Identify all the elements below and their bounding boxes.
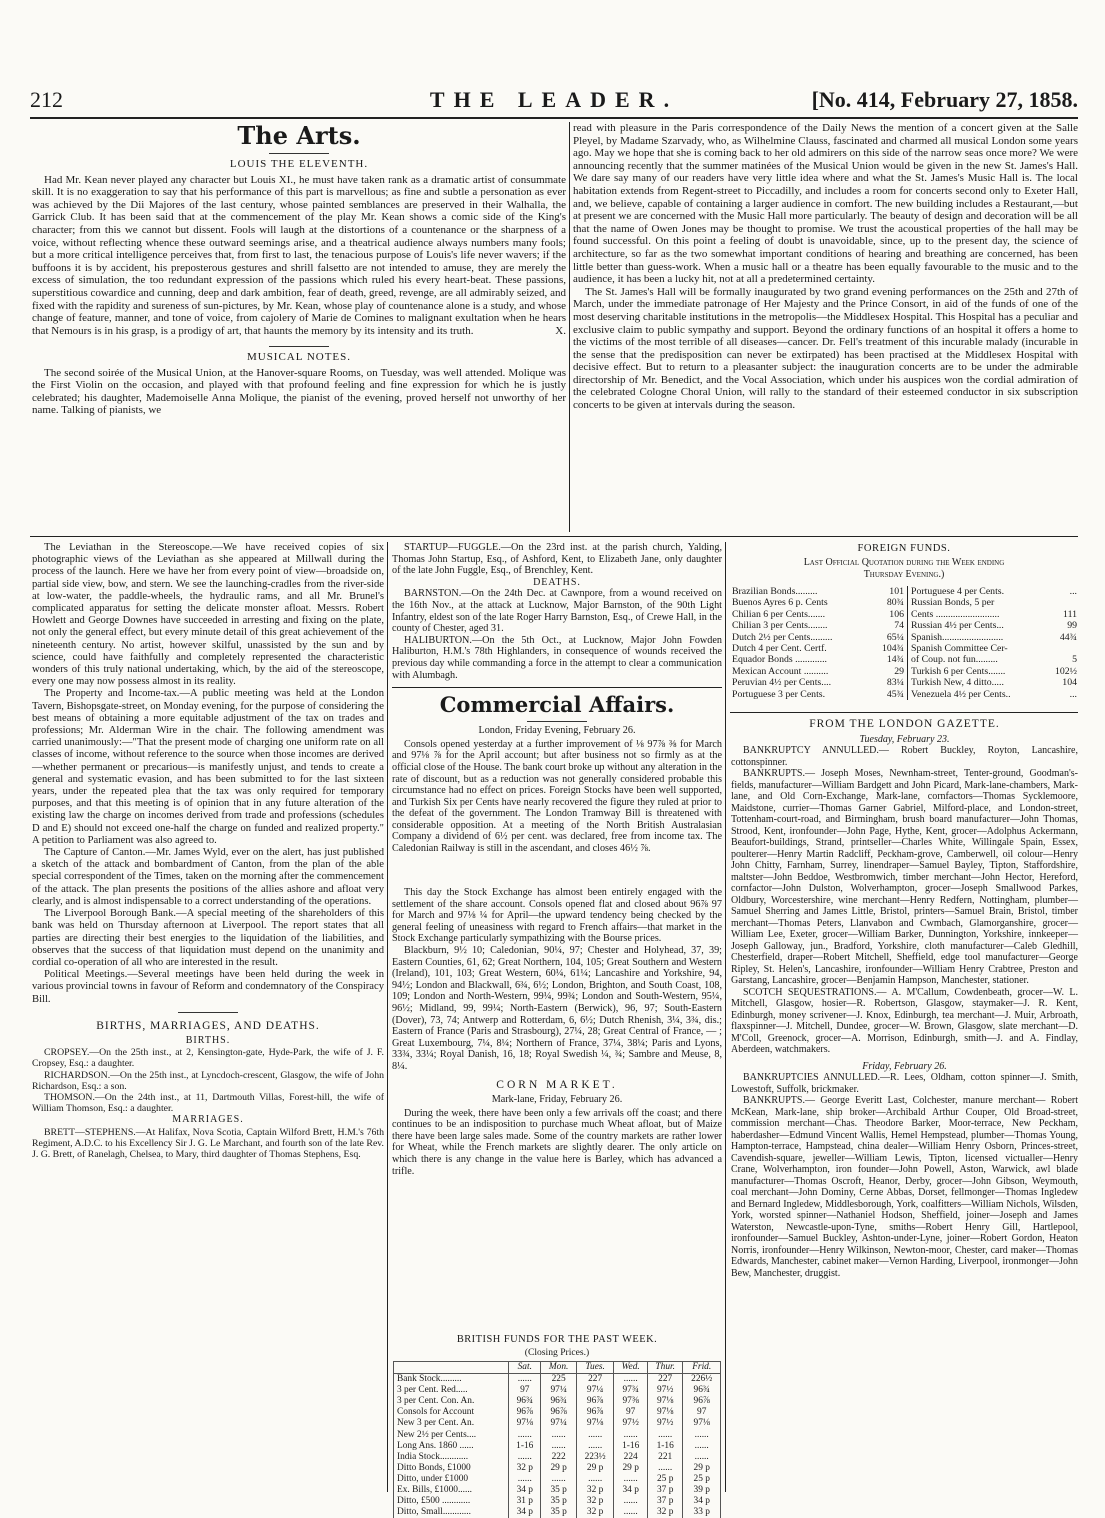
table-header-cell: Tues. bbox=[576, 1362, 614, 1374]
hall-article: The St. James's Hall will be formally inaugurated by two grand evening performances on the 25th and 27th of March, under the immediate patronage of Her Majesty and the Prince Consort, in aid of the funds of one of the most deserving charitable institutions in the metropolis—the Middlesex Hospital. This Hospital has a peculiar and exclusive claim to public sympathy and support. Beyond the ordinary functions of an hospital it offers a home to the victims of the most terrible of all diseases—cancer. Dr. Fell's treatment of this incurable malady (incurable in the sense that the predisposition can never be extirpated) has been practised at the Middlesex Hospital with decisive effect. But to return to a pleasanter subject: the inauguration concerts are to be under the admirable directorship of Mr. Benedict, and the Vocal Association, which under his auspices won the cordial admiration of the celebrated Cologne Choral Union, will rally to the standard of their esteemed conductor in six subscription concerts to be given at intervals during the season. bbox=[573, 285, 1078, 412]
table-cell: ...... bbox=[683, 1452, 721, 1463]
bankruptcies-annulled: BANKRUPTCIES ANNULLED.—R. Lees, Oldham, cotton spinner—J. Smith, Lowestoft, Suffolk, brickmaker. bbox=[731, 1072, 1078, 1095]
table-cell: 97 bbox=[614, 1407, 648, 1418]
table-row bbox=[909, 689, 1079, 700]
table-cell: 97¾ bbox=[614, 1385, 648, 1396]
table-row bbox=[730, 609, 906, 620]
table-header-cell: Thur. bbox=[647, 1362, 682, 1374]
table-cell: 14¾ bbox=[886, 654, 904, 666]
table-cell: 34 p bbox=[509, 1485, 541, 1496]
table-cell: ...... bbox=[541, 1441, 576, 1452]
birth-notice: RICHARDSON.—On the 25th inst., at Lyncdoch-crescent, Glasgow, the wife of John Richardson, Esq.: a son. bbox=[32, 1069, 384, 1092]
marriages-title: MARRIAGES. bbox=[172, 1114, 244, 1126]
louis-signature: X. bbox=[555, 325, 566, 338]
table-cell: ...... bbox=[509, 1374, 541, 1386]
table-cell: ...... bbox=[576, 1474, 614, 1485]
table-header-cell: Wed. bbox=[614, 1362, 648, 1374]
table-row bbox=[394, 1452, 721, 1463]
table-cell: Brazilian Bonds......... bbox=[732, 586, 818, 597]
section-rule bbox=[392, 687, 722, 688]
table-cell: 223½ bbox=[576, 1452, 614, 1463]
table-row bbox=[730, 586, 906, 597]
leviathan-article: The Leviathan in the Stereoscope.—We have received copies of six photographic views of the Leviathan as she appeared at Millwall during the process of the launch. Here we have her from every point of view—broadside on, partial side view, bow, and stern. We see the launching-cradles from the river-side at low-water, the paddle-wheels, the hydraulic rams, and all Mr. Brunel's complicated apparatus for setting the delicate monster afloat. Messrs. Robert Howlett and George Downes have succeeded in arresting and fixing on the plate, not only the general effect, but every minute detail of this great achievement of the nineteenth century. No artist, however skilful, unassisted by the sun and by science, could have faithfully and completely represented the characteristic wonders of this truly national undertaking, which, by the aid of the stereoscope, every one may now possess almost in its reality. bbox=[32, 542, 384, 688]
table-cell: 29 p bbox=[541, 1463, 576, 1474]
table-divider bbox=[907, 586, 908, 700]
table-cell: Spanish......................... bbox=[911, 631, 1004, 643]
table-cell: ...... bbox=[683, 1430, 721, 1441]
table-cell: 1-16 bbox=[614, 1441, 648, 1452]
table-cell: 97¼ bbox=[541, 1418, 576, 1429]
table-cell: 45¾ bbox=[886, 688, 904, 700]
table-row bbox=[909, 666, 1079, 677]
table-cell: 32 p bbox=[509, 1463, 541, 1474]
news-column bbox=[32, 542, 384, 1492]
table-cell: Chilian 6 per Cents....... bbox=[732, 608, 826, 620]
table-cell: Dutch 2½ per Cents......... bbox=[732, 631, 833, 643]
table-cell: of Coup. not fun......... bbox=[911, 654, 998, 666]
table-row bbox=[394, 1496, 721, 1507]
bankrupts-list: BANKRUPTS.— George Everitt Last, Colchester, manure merchant— Robert McKean, Mark-lane, ship broker—Archibald Arthur Couper, Old Broad-street, commission merchant—Chas. Theodore Barker, Moor-terrace, New Peckham, haberdasher—Edmund Vincent Wallis, Hemel Hempstead, plumber—Thomas Young, Hampton-terrace, Hampstead, china dealer—William Henry Osborn, Princes-street, Cavendish-square, jeweller—William Lewis, Tipton, licensed victualler—Henry Crane, Wolverhampton, iron founder—John Powell, Aston, Warwick, awl blade manufacturer—Thomas Oscroft, Heanor, Derby, grocer—John Gibson, Weymouth, coal merchant—John Dominy, Cerne Abbas, Dorset, fellmonger—Thomas Ingledew and Bernard Ingledew, Middlesborough, York, coalfitters—William Nichols, Wilsden, York, worsted spinner—Nathaniel Hodson, Sheffield, joiner—Joseph and James Waterston, Newcastle-upon-Tyne, smiths—Robert Henry Gill, Hartlepool, ironfounder—Samuel Buckley, Ashton-under-Lyne, joiner—Robert Gordon, Heaton Norris, ironfounder—Henry Wilkinson, Newton-moor, Chester, card maker—Thomas Edwards, Manchester, cabinet maker—Vernon Harding, Liverpool, ironmonger—John Bew, Manchester, druggist. bbox=[731, 1095, 1078, 1279]
table-cell: Consols for Account bbox=[394, 1407, 509, 1418]
table-cell: 39 p bbox=[683, 1485, 721, 1496]
table-cell: 37 p bbox=[647, 1496, 682, 1507]
masthead bbox=[30, 84, 1078, 116]
table-cell: ...... bbox=[614, 1496, 648, 1507]
table-row bbox=[730, 689, 906, 700]
table-cell: 83¼ bbox=[886, 677, 904, 689]
marriage-notice: BRETT—STEPHENS.—At Halifax, Nova Scotia, Captain Wilford Brett, H.M.'s 76th Regiment, A.D.C. to his Excellency Sir J. G. Le Marchant, and fourth son of the late Rev. J. G. Brett, of Ranelagh, Chelsea, to Mary, third daughter of Thomas Stephens, Esq. bbox=[32, 1126, 384, 1160]
gazette-date-tuesday: Tuesday, February 23. bbox=[859, 733, 950, 745]
table-row bbox=[394, 1474, 721, 1485]
railway-prices: Blackburn, 9½ 10; Caledonian, 90¼, 97; Chester and Holyhead, 37, 39; Eastern Counties, 61, 62; Great Northern, 104, 105; Great Southern and Western (Ireland), 101, 103; Great Western, 60¼, 61¼; Lancashire and Yorkshire, 94, 94½; London and Blackwall, 6¾, 6½; London, Brighton, and South Coast, 108, 109; London and North-Western, 99¼, 99¾; London and South-Western, 95¼, 96½; Midland, 99, 99¼; North-Eastern (Berwick), 96, 97; South-Eastern (Dover), 73, 74; Antwerp and Rotterdam, 6, 6½; Dutch Rhenish, 3¼, 3¾, dis.; Eastern of France (Paris and Strasbourg), 27¼, 28; Great Central of France, — ; Great Luxembourg, 7¼, 8¼; Northern of France, 37¼, 38¼; Paris and Lyons, 33¾, 33¼; Royal Danish, 16, 18; Royal Swedish ¼, ¾; Sambre and Meuse, 8, 8¼. bbox=[392, 944, 722, 1072]
table-row bbox=[909, 597, 1079, 608]
table-row bbox=[730, 597, 906, 608]
louis-article: Had Mr. Kean never played any character but Louis XI., he must have taken rank as a dramatic artist of consummate skill. It is no exaggeration to say that his performance of this part is marvellous; as fine and subtle a personation as ever was achieved by the Dii Majores of the last century, whose painted semblances are preserved in their Walhalla, the Garrick Club. It has been said that at the commencement of the play Mr. Kean shows a comic side of the King's character; from this we cannot but dissent. Fools will laugh at the distortions of a countenance or the sharpness of a voice, without reflecting whence these outward seemings arise, and a theatrical audience always numbers many fools; but a more critical intelligence perceives that, from first to last, the tenacious purpose of Louis's life never wavers; if the buffoons it is by accident, his preposterous gestures and shrill falsetto are not intended to amuse, they are merely the excess of simulation, the too redundant expression of the passions which ruled his every heart-beat. These passions, superstitious cowardice and cunning, deep and dark ambition, fear of death, greed, revenge, are all admirably seized, and fixed with the rapidity and sureness of sun-pictures, by Mr. Kean, whose play of countenance alone is a study, and whose change of feature, manner, and tone of voice, from cajolery of Marie de Comines to malignant exultation when he hears that Nemours is in his grasp, is a prodigy of art, that haunts the memory by its intensity and its truth. bbox=[32, 173, 566, 337]
table-cell: Ditto, Small............ bbox=[394, 1507, 509, 1518]
table-cell: ...... bbox=[647, 1430, 682, 1441]
page-number: 212 bbox=[30, 87, 63, 112]
table-cell: 32 p bbox=[576, 1485, 614, 1496]
table-cell: 104 bbox=[1062, 677, 1077, 689]
table-cell: Portuguese 4 per Cents. bbox=[911, 586, 1005, 597]
table-cell: 97½ bbox=[647, 1418, 682, 1429]
table-row bbox=[730, 677, 906, 688]
table-cell: 29 p bbox=[683, 1463, 721, 1474]
gazette-date-friday: Friday, February 26. bbox=[862, 1060, 947, 1072]
table-cell: 104¾ bbox=[881, 643, 904, 655]
table-cell: 111 bbox=[1063, 608, 1077, 620]
table-row bbox=[394, 1418, 721, 1429]
table-row bbox=[394, 1485, 721, 1496]
section-rule bbox=[30, 536, 1078, 537]
column-rule bbox=[725, 542, 726, 1492]
table-row bbox=[730, 643, 906, 654]
concert-article: read with pleasure in the Paris correspondence of the Daily News the mention of a concert given at the Salle Pleyel, by Madame Szarvady, who, as Wilhelmine Clauss, fascinated and charmed all musical London some years ago. May we hope that she is coming back to her old admirers on this side of the narrow seas once more? We were announcing recently that the summer matinées of the Musical Union would be given in the new St. James's Hall. We dare say many of our readers have very little idea where and what the St. James's Music Hall is. The local habitation extends from Regent-street to Piccadilly, and includes a room for concerts second only to Exeter Hall, and, we believe, capable of containing a larger audience in comfort. The new building includes a Restaurant,—but at present we are concerned with the Music Hall more particularly. The beauty of design and decoration will be all that the name of Owen Jones may be thought to promise. We trust the acoustical properties of the hall may be found successful. On this point a feeling of doubt is unavoidable, since, up to the present day, the science of architecture, so far as the two somewhat important conditions of hearing and breathing are concerned, has been little better than guess-work. When a music hall or a theatre has been equally favourable to the music and to the audience, it has been a lucky hit, not at all a predetermined certainty. bbox=[573, 122, 1078, 286]
table-cell: Dutch 4 per Cent. Certf. bbox=[732, 643, 827, 655]
table-cell: ...... bbox=[614, 1474, 648, 1485]
table-cell: 226½ bbox=[683, 1374, 721, 1386]
table-cell: Turkish 6 per Cents....... bbox=[911, 665, 1006, 677]
table-cell: 34 p bbox=[683, 1496, 721, 1507]
table-row bbox=[730, 620, 906, 631]
table-cell: Venezuela 4½ per Cents.. bbox=[911, 688, 1011, 700]
british-funds-table bbox=[393, 1361, 721, 1518]
table-cell: 3 per Cent. Red..... bbox=[394, 1385, 509, 1396]
table-row bbox=[730, 632, 906, 643]
table-cell bbox=[1045, 643, 1079, 654]
divider bbox=[178, 1012, 238, 1013]
table-cell: 101 bbox=[889, 586, 904, 597]
table-cell: 97½ bbox=[614, 1418, 648, 1429]
table-cell: 34 p bbox=[509, 1507, 541, 1518]
table-cell: New 3 per Cent. An. bbox=[394, 1418, 509, 1429]
arts-right-column bbox=[573, 122, 1078, 532]
table-cell: 97⅛ bbox=[576, 1418, 614, 1429]
foreign-funds-table-left bbox=[730, 586, 906, 700]
musical-article: The second soirée of the Musical Union, at the Hanover-square Rooms, on Tuesday, was well attended. Molique was the First Violin on the occasion, and played with that profound feeling and fine expression for which he is justly celebrated; his daughter, Mademoiselle Anna Molique, the pianist of the evening, proved herself not unworthy of her name. Talking of pianists, we bbox=[32, 366, 566, 417]
issue-date: [No. 414, February 27, 1858. bbox=[811, 87, 1078, 112]
table-cell: 35 p bbox=[541, 1507, 576, 1518]
table-cell: Russian Bonds, 5 per bbox=[911, 597, 995, 609]
table-cell: 99 bbox=[1067, 620, 1077, 632]
table-cell: Long Ans. 1860 ...... bbox=[394, 1441, 509, 1452]
table-cell: 29 p bbox=[614, 1463, 648, 1474]
commercial-dateline: London, Friday Evening, February 26. bbox=[478, 725, 636, 737]
table-cell: 80¾ bbox=[886, 597, 904, 609]
table-cell: 96⅞ bbox=[683, 1396, 721, 1407]
section-rule bbox=[730, 712, 1078, 713]
table-cell: ...... bbox=[647, 1463, 682, 1474]
table-row bbox=[394, 1374, 721, 1386]
table-cell: Ditto, under £1000 bbox=[394, 1474, 509, 1485]
table-header-cell: Sat. bbox=[509, 1362, 541, 1374]
table-cell: 227 bbox=[647, 1374, 682, 1386]
column-rule bbox=[569, 122, 570, 532]
table-cell: Bank Stock......... bbox=[394, 1374, 509, 1386]
table-cell: 227 bbox=[576, 1374, 614, 1386]
table-cell: 32 p bbox=[576, 1496, 614, 1507]
table-cell: 222 bbox=[541, 1452, 576, 1463]
foreign-funds-table-right bbox=[909, 586, 1079, 700]
table-cell: 97⅜ bbox=[614, 1396, 648, 1407]
table-row bbox=[909, 586, 1079, 597]
table-cell: 74 bbox=[894, 620, 904, 632]
table-cell: ... bbox=[1069, 688, 1077, 700]
consols-report: Consols opened yesterday at a further improvement of ⅛ 97⅞ ⅜ for March and 97⅛ ⅞ for the April account; but after business not so firmly as at the official close of the House. The bank court broke up without any alteration in the rate of discount, but as a reduction was not generally considered probable this circumstance had no effect on prices. Foreign Stocks have been well supported, and Turkish Six per Cents have nearly recovered the figure they ruled at prior to the defeat of the government. The London Tramway Bill is threatened with considerable opposition. At a meeting of the North British Australasian Company a dividend of 6½ per cent. was declared, free from income tax. The Caledonian Railway is still in the ascendant, and closes 46½ ⅞. bbox=[392, 738, 722, 855]
bankrupts-list: BANKRUPTS.— Joseph Moses, Newnham-street, Tenter-ground, Goodman's-fields, manufacturer—William Bardgett and John Picard, Mark-lane-chambers, Mark-lane, and Old Corn-Exchange, Mark-lane, cornfactors—Thomas Sycklemoore, Maidstone, currier—Thomas Garner Gabriel, Milford-place, and London-street, Tottenham-court-road, and Birmingham, brush board manufacturer—John Thomas, Strood, Kent, ironfounder—John Page, Hythe, Kent, grocer—Adolphus Ackermann, Beaufort-buildings, Strand, printseller—Charles White, Willingale Spain, Essex, poulterer—Henry Martin Radcliff, Peckham-grove, Camberwell, oil colour—Henry John Chitty, Farnham, Surrey, linendraper—Samuel Bayley, Tipton, Staffordshire, maltster—John Beddoe, Westbromwich, timber merchant—John Hector, Hereford, cornfactor—John Dulston, Wolverhampton, grocer—Joseph Smallwood Parkes, Oldbury, Worcestershire, wine merchant—Henry Redfern, Nottingham, plumber—Samuel Sherring and James Little, Bristol, printers—Samuel Brain, Bristol, timber merchant—Thomas Peters, Llanvabon and Cwmbach, Glamorganshire, grocer—William Lee, Exeter, grocer—William Barker, Dunnington, Yorkshire, innkeeper—Joseph Galloway, jun., Bradford, Yorkshire, cloth manufacturer—Caleb Gledhill, Chesterfield, draper—Robert Mitchell, Sheffield, edge tool manufacturer—George Ripley, St. Helen's, Lancashire, ironfounder—William Henry Crabtree, Preston and Garstang, Lancashire, grocer—Benjamin Hampson, Manchester, stationer. bbox=[731, 768, 1078, 986]
table-cell: Cents .......................... bbox=[911, 608, 1000, 620]
column-rule bbox=[387, 542, 388, 1492]
table-cell: ...... bbox=[683, 1441, 721, 1452]
table-row bbox=[909, 620, 1079, 631]
british-funds-subtitle: (Closing Prices.) bbox=[524, 1347, 590, 1358]
table-cell: ...... bbox=[576, 1430, 614, 1441]
table-header-cell bbox=[394, 1362, 509, 1374]
table-cell: 97⅛ bbox=[683, 1418, 721, 1429]
death-notice: HALIBURTON.—On the 5th Oct., at Lucknow, Major John Fowden Haliburton, H.M.'s 78th Highlanders, in consequence of wounds received the previous day while commanding a force in the attempt to clear a communication with Alumbagh. bbox=[392, 634, 722, 681]
corn-market-report: During the week, there have been only a few arrivals off the coast; and there continues to be an indisposition to purchase much Wheat afloat, but of Maize there have been large sales made. Some of the country markets are rather lower for Wheat, while the French markets are slightly dearer. The only article on which there is any change in the value here is Barley, which has advanced a trifle. bbox=[392, 1107, 722, 1177]
masthead-rule bbox=[30, 117, 1078, 119]
british-funds-title: BRITISH FUNDS FOR THE PAST WEEK. bbox=[456, 1334, 658, 1345]
table-header-cell: Frid. bbox=[683, 1362, 721, 1374]
table-row bbox=[909, 609, 1079, 620]
property-tax-article: The Property and Income-tax.—A public meeting was held at the London Tavern, Bishopsgate-street, on Monday evening, for the purpose of considering the best means of obtaining a more equitable adjustment of the tax on trades and professions; Mr. Alderman Wire in the chair. The following amendment was carried unanimously:—"That the present mode of charging one uniform rate on all classes of income, without reference to the source when those incomes are derived—whether permanent or precarious—is manifestly unjust, and tends to create a general and systematic evasion, and has been submitted to for the last sixteen years, under the repeated plea that the tax was only required for temporary purposes, and that this meeting is of opinion that in any future alteration of the existing law the charge on incomes derived from trade and professions (schedules D and E) should not exceed one-half the charge on funded and realized property." A petition to Parliament was also agreed to. bbox=[32, 688, 384, 846]
table-cell: 25 p bbox=[683, 1474, 721, 1485]
table-cell: ...... bbox=[614, 1430, 648, 1441]
table-cell: Equador Bonds ............. bbox=[732, 654, 827, 666]
table-cell: 102½ bbox=[1054, 665, 1077, 677]
table-row bbox=[394, 1507, 721, 1518]
table-cell: 96¾ bbox=[509, 1396, 541, 1407]
table-cell: Chilian 3 per Cents........ bbox=[732, 620, 828, 632]
table-cell: Buenos Ayres 6 p. Cents bbox=[732, 597, 828, 609]
divider bbox=[269, 153, 329, 154]
table-cell: ...... bbox=[614, 1507, 648, 1518]
table-cell: New 2½ per Cents.... bbox=[394, 1430, 509, 1441]
table-row bbox=[730, 666, 906, 677]
table-cell: Peruvian 4½ per Cents.... bbox=[732, 677, 832, 689]
table-cell: 29 p bbox=[576, 1463, 614, 1474]
table-row bbox=[394, 1430, 721, 1441]
table-header-row bbox=[394, 1362, 721, 1374]
table-cell: 3 per Cent. Con. An. bbox=[394, 1396, 509, 1407]
birth-notice: THOMSON.—On the 24th inst., at 11, Dartmouth Villas, Forest-hill, the wife of William Thomson, Esq.: a daughter. bbox=[32, 1091, 384, 1115]
table-cell: 96¾ bbox=[683, 1385, 721, 1396]
liverpool-bank-article: The Liverpool Borough Bank.—A special meeting of the shareholders of this bank was held on Thursday afternoon at Liverpool. The report states that all parties are directing their best energies to the liquidation of the liabilities, and observes that the success of that liquidation must depend on the unanimity and cordial co-operation of all who are interested in the result. bbox=[32, 908, 384, 968]
commercial-column-cont bbox=[392, 887, 722, 1177]
table-cell: Spanish Committee Cer- bbox=[911, 643, 1008, 655]
table-cell: ...... bbox=[509, 1430, 541, 1441]
table-row bbox=[394, 1463, 721, 1474]
foreign-funds-subtitle: Last Official Quotation during the Week ending bbox=[803, 557, 1005, 568]
table-cell: 33 p bbox=[683, 1507, 721, 1518]
table-row bbox=[394, 1396, 721, 1407]
table-cell: 97¼ bbox=[541, 1385, 576, 1396]
table-cell: 35 p bbox=[541, 1496, 576, 1507]
gazette-column bbox=[731, 717, 1078, 1492]
table-cell: 37 p bbox=[647, 1485, 682, 1496]
stock-exchange-report: This day the Stock Exchange has almost been entirely engaged with the settlement of the share account. Consols opened flat and closed about 96⅞ 97 for March and 97⅛ ¼ for April—the upward tendency being checked by the general feeling of uneasiness with regard to French affairs—that market in the Stock Exchange particularly sympathizing with the Bourse prices. bbox=[392, 887, 722, 945]
table-cell: Mexican Account .......... bbox=[732, 665, 829, 677]
political-meetings-article: Political Meetings.—Several meetings have been held during the week in various provincial towns in favour of Reform and condemnatory of the Conspiracy Bill. bbox=[32, 969, 384, 1005]
scotch-sequestrations: SCOTCH SEQUESTRATIONS.— A. M'Callum, Cowdenbeath, grocer—W. L. Mitchell, Glasgow, hosier—R. Robertson, Glasgow, staymaker—J. R. Kent, Edinburgh, money scrivener—J. Knox, Edinburgh, tea merchant—J. Muir, Arbroath, flaxspinner—J. Mitchell, Dundee, grocer—W. Brown, Glasgow, slate merchant—D. M'Coll, Greenock, grocer—A. Morrison, Edinburgh, smith—J. and A. Findlay, Aberdeen, watchmakers. bbox=[731, 986, 1078, 1055]
table-cell: 96⅞ bbox=[576, 1407, 614, 1418]
table-cell: Turkish New, 4 ditto..... bbox=[911, 677, 1004, 689]
deaths-title: DEATHS. bbox=[533, 576, 581, 588]
table-cell: 65¼ bbox=[886, 631, 904, 643]
table-row bbox=[730, 654, 906, 665]
table-cell: 5 bbox=[1072, 654, 1077, 666]
musical-title: MUSICAL NOTES. bbox=[246, 350, 352, 363]
table-cell: Ditto Bonds, £1000 bbox=[394, 1463, 509, 1474]
table-header-cell: Mon. bbox=[541, 1362, 576, 1374]
table-row bbox=[909, 677, 1079, 688]
commercial-column bbox=[392, 542, 722, 887]
birth-notice: CROPSEY.—On the 25th inst., at 2, Kensington-gate, Hyde-Park, the wife of J. F. Cropsey, Esq.: a daughter. bbox=[32, 1047, 384, 1070]
marriage-notice: STARTUP—FUGGLE.—On the 23rd inst. at the parish church, Yalding, Thomas John Startup, Esq., of Ashford, Kent, to Elizabeth Jane, only daughter of the late John Fuggle, Esq., of Brenchley, Kent. bbox=[392, 542, 722, 577]
table-cell: 97 bbox=[509, 1385, 541, 1396]
foreign-funds-title: FOREIGN FUNDS. bbox=[857, 543, 951, 554]
table-cell: 96⅞ bbox=[509, 1407, 541, 1418]
table-cell: ...... bbox=[509, 1474, 541, 1485]
bankruptcy-annulled: BANKRUPTCY ANNULLED.— Robert Buckley, Royton, Lancashire, cottonspinner. bbox=[731, 745, 1078, 768]
table-cell: 96⅞ bbox=[541, 1407, 576, 1418]
table-row bbox=[909, 654, 1079, 665]
table-cell: 31 p bbox=[509, 1496, 541, 1507]
table-cell: 44¾ bbox=[1059, 631, 1077, 643]
commercial-heading: Commercial Affairs. bbox=[439, 692, 675, 718]
arts-heading: The Arts. bbox=[237, 121, 361, 150]
table-cell: ...... bbox=[541, 1430, 576, 1441]
table-cell: ...... bbox=[509, 1452, 541, 1463]
table-cell: 97⅛ bbox=[647, 1407, 682, 1418]
table-cell: Portuguese 3 per Cents. bbox=[732, 688, 826, 700]
table-cell: Ex. Bills, £1000...... bbox=[394, 1485, 509, 1496]
table-cell: 225 bbox=[541, 1374, 576, 1386]
births-title: BIRTHS. bbox=[185, 1034, 231, 1046]
table-row bbox=[394, 1441, 721, 1452]
table-cell: India Stock............ bbox=[394, 1452, 509, 1463]
table-cell: ... bbox=[1069, 586, 1077, 597]
louis-title: LOUIS THE ELEVENTH. bbox=[229, 158, 369, 170]
table-cell: 221 bbox=[647, 1452, 682, 1463]
gazette-title: FROM THE LONDON GAZETTE. bbox=[809, 718, 1000, 730]
table-row bbox=[394, 1407, 721, 1418]
table-cell: 32 p bbox=[647, 1507, 682, 1518]
table-cell: 97 bbox=[683, 1407, 721, 1418]
table-cell: Russian 4½ per Cents... bbox=[911, 620, 1004, 632]
divider bbox=[527, 721, 587, 722]
table-cell: 34 p bbox=[614, 1485, 648, 1496]
canton-article: The Capture of Canton.—Mr. James Wyld, ever on the alert, has just published a sketch of the attack and bombardment of Canton, from the plan of the able special correspondent of the Times, taken on the morning after the commencement of the attack. The plan presents the positions of the allies ashore and afloat very clearly, and is almost indispensable to a correct understanding of the operations. bbox=[32, 847, 384, 907]
corn-market-title: CORN MARKET. bbox=[496, 1078, 618, 1091]
arts-left-column bbox=[32, 122, 566, 532]
table-cell: 96¾ bbox=[541, 1396, 576, 1407]
table-cell: 97½ bbox=[647, 1385, 682, 1396]
table-cell: 1-16 bbox=[647, 1441, 682, 1452]
table-cell: ...... bbox=[541, 1474, 576, 1485]
foreign-funds-subtitle-2: Thursday Evening.) bbox=[863, 569, 945, 580]
table-row bbox=[909, 632, 1079, 643]
table-cell: ...... bbox=[576, 1441, 614, 1452]
table-cell: 1-16 bbox=[509, 1441, 541, 1452]
table-cell: Ditto, £500 ............ bbox=[394, 1496, 509, 1507]
table-cell: 106 bbox=[889, 608, 904, 620]
table-cell bbox=[1045, 597, 1079, 608]
bmd-title: BIRTHS, MARRIAGES, AND DEATHS. bbox=[96, 1019, 320, 1032]
table-cell: 35 p bbox=[541, 1485, 576, 1496]
death-notice: BARNSTON.—On the 24th Dec. at Cawnpore, from a wound received on the 16th Nov., at the attack at Lucknow, Major Barnston, of the 90th Light Infantry, eldest son of the late Roger Harry Barnston, Esq., of Crewe Hall, in the county of Chester, aged 31. bbox=[392, 588, 722, 635]
corn-dateline: Mark-lane, Friday, February 26. bbox=[491, 1094, 623, 1106]
table-row bbox=[909, 643, 1079, 654]
table-cell: 96⅞ bbox=[576, 1396, 614, 1407]
table-cell: 29 bbox=[894, 665, 904, 677]
divider bbox=[269, 346, 329, 347]
table-cell: 97¼ bbox=[576, 1385, 614, 1396]
table-row bbox=[394, 1385, 721, 1396]
table-cell: 224 bbox=[614, 1452, 648, 1463]
paper-title: THE LEADER. bbox=[429, 87, 679, 112]
table-cell: ...... bbox=[614, 1374, 648, 1386]
table-cell: 97⅛ bbox=[509, 1418, 541, 1429]
table-cell: 97⅛ bbox=[647, 1396, 682, 1407]
table-cell: 32 p bbox=[576, 1507, 614, 1518]
table-cell: 25 p bbox=[647, 1474, 682, 1485]
